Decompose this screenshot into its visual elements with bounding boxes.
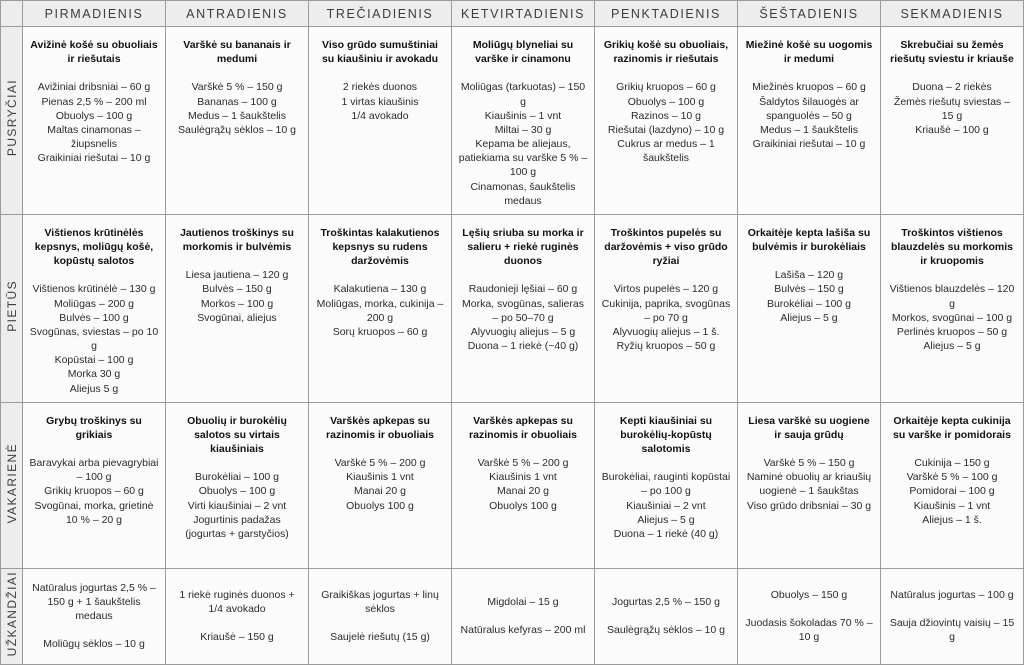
meal-title: Troškintas kalakutienos kepsnys su rudens daržovėmis [320, 226, 440, 268]
ingredient-line: Aliejus 5 g [69, 382, 119, 395]
ingredient-line: Lašiša – 120 g [774, 269, 844, 282]
ingredient-line: Cukinija – 150 g [914, 457, 990, 470]
ingredient-line: Burokėliai – 100 g [194, 471, 280, 484]
ingredient-line: Saulėgrąžų sėklos – 10 g [178, 123, 296, 136]
meal-ingredients [744, 456, 874, 513]
meal-cell-thursday-dinner [452, 402, 595, 568]
ingredient-line [29, 623, 159, 637]
ingredient-line: Moliūgas (tarkuotas) – 150 g [460, 81, 586, 108]
ingredient-line: Aliejus – 5 g [923, 340, 981, 353]
ingredient-line: Svogūnas, sviestas – po 10 g [29, 325, 159, 353]
ingredient-line: Aliejus – 5 g [780, 311, 838, 324]
ingredient-line: Miežinės kruopos – 60 g [752, 81, 866, 94]
meal-cell-saturday-dinner [738, 402, 881, 568]
ingredient-line: Miltai – 30 g [494, 123, 552, 136]
meal-title: Skrebučiai su žemės riešutų sviestu ir kriauše [890, 39, 1014, 66]
meal-ingredients [744, 268, 874, 325]
meal-title: Jautienos troškinys su morkomis ir bulvėmis [180, 226, 294, 254]
ingredient-line: Avižiniai dribsniai – 60 g [37, 81, 151, 94]
meal-cell-saturday-snacks [738, 568, 881, 664]
meal-cell-sunday-breakfast [881, 27, 1024, 215]
ingredient-line: Varškė 5 % – 150 g [191, 81, 283, 94]
snacks-row [1, 568, 1024, 664]
ingredient-line: Liesa jautiena – 120 g [185, 269, 289, 282]
meal-title: Troškintos pupelės su daržovėmis + viso grūdo ryžiai [604, 226, 728, 268]
ingredient-line: Maltas cinamonas – žiupsnelis [47, 123, 141, 151]
meal-title: Varškės apkepas su razinomis ir obuoliais [326, 414, 434, 441]
ingredient-line: Raudonieji lęšiai – 60 g [468, 283, 578, 296]
ingredient-line: Varškė 5 % – 100 g [906, 471, 998, 484]
meal-ingredients [29, 456, 159, 527]
meal-ingredients [887, 456, 1017, 527]
ingredient-line: Saujelė riešutų (15 g) [330, 631, 430, 644]
meal-title: Orkaitėje kepta lašiša su bulvėmis ir burokėliais [747, 226, 871, 254]
row-label-text: PIETŪS [4, 279, 19, 332]
day-header-wednesday: TREČIADIENIS [309, 1, 452, 27]
ingredient-line: Saulėgrąžų sėklos – 10 g [607, 624, 725, 637]
meal-title: Liesa varškė su uogiene ir sauja grūdų [748, 414, 870, 441]
ingredient-line: Ryžių kruopos – 50 g [616, 340, 716, 353]
meal-cell-saturday-breakfast [738, 27, 881, 215]
ingredient-line: Aliejus – 5 g [637, 513, 695, 526]
meal-cell-saturday-lunch [738, 214, 881, 402]
meal-title: Avižinė košė su obuoliais ir riešutais [30, 39, 158, 66]
ingredient-line: Varškė 5 % – 200 g [477, 457, 569, 470]
ingredient-line [601, 609, 731, 623]
ingredient-line [744, 602, 874, 616]
row-label-text: UŽKANDŽIAI [4, 571, 19, 657]
ingredient-line: 1/4 avokado [351, 109, 409, 122]
ingredient-line: Cukrus ar medus – 1 šaukštelis [617, 138, 715, 165]
ingredient-line: Manai 20 g [354, 485, 406, 498]
meal-cell-wednesday-snacks [309, 568, 452, 664]
day-header-saturday: ŠEŠTADIENIS [738, 1, 881, 27]
ingredient-line: Virti kiaušiniai – 2 vnt [187, 499, 287, 512]
ingredient-line: Moliūgas, morka, cukinija – 200 g [316, 297, 444, 324]
ingredient-line: Juodasis šokoladas 70 % – 10 g [745, 617, 873, 644]
meal-cell-wednesday-lunch [309, 214, 452, 402]
meal-ingredients [29, 581, 159, 652]
ingredient-line [458, 609, 588, 623]
meal-ingredients [601, 470, 731, 541]
ingredient-line: Morka, svogūnas, salieras – po 50–70 g [462, 297, 584, 324]
ingredient-line: Obuolys 100 g [346, 499, 414, 512]
meal-ingredients [315, 588, 445, 645]
ingredient-line: Moliūgas – 200 g [54, 297, 134, 310]
ingredient-line: Žemės riešutų sviestas – 15 g [893, 95, 1011, 122]
ingredient-line: Natūralus jogurtas 2,5 % – 150 g + 1 šaukštelis medaus [32, 581, 156, 623]
meal-ingredients [172, 588, 302, 645]
ingredient-line: Virtos pupelės – 120 g [613, 283, 719, 296]
ingredient-line: Natūralus jogurtas – 100 g [890, 589, 1014, 602]
meal-cell-friday-snacks [595, 568, 738, 664]
ingredient-line: Obuolys 100 g [489, 499, 557, 512]
ingredient-line: Cinamonas, šaukštelis medaus [470, 180, 576, 207]
ingredient-line: Alyvuogių aliejus – 1 š. [612, 325, 720, 338]
meal-title: Orkaitėje kepta cukinija su varške ir pomidorais [893, 414, 1011, 441]
ingredient-line: Burokėliai, rauginti kopūstai – po 100 g [601, 471, 731, 498]
ingredient-line: Moliūgų sėklos – 10 g [43, 638, 145, 651]
ingredient-line: Varškė 5 % – 200 g [334, 457, 426, 470]
meal-title: Obuolių ir burokėlių salotos su virtais kiaušiniais [187, 414, 287, 456]
ingredient-line: Graikiniai riešutai – 10 g [752, 138, 866, 151]
ingredient-line: Razinos – 10 g [630, 109, 702, 122]
meal-title: Varškė su bananais ir medumi [183, 39, 291, 66]
ingredient-line: Riešutai (lazdyno) – 10 g [607, 123, 725, 136]
ingredient-line: Obuolys – 100 g [627, 95, 705, 108]
row-label-lunch [1, 214, 23, 402]
meal-ingredients [458, 282, 588, 353]
meal-cell-tuesday-lunch [166, 214, 309, 402]
meal-ingredients [601, 80, 731, 165]
meal-cell-thursday-lunch [452, 214, 595, 402]
meal-cell-sunday-snacks [881, 568, 1024, 664]
row-label-snacks [1, 568, 23, 664]
ingredient-line: Grikių kruopos – 60 g [616, 81, 716, 94]
ingredient-line: Medus – 1 šaukštelis [187, 109, 287, 122]
meal-ingredients [172, 80, 302, 137]
ingredient-line: Vištienos blauzdelės – 120 g [889, 283, 1015, 310]
meal-cell-monday-dinner [23, 402, 166, 568]
ingredient-line: Kepama be aliejaus, patiekiama su varške 5 % – 100 g [458, 138, 588, 179]
meal-title: Grybų troškinys su grikiais [46, 414, 142, 441]
meal-cell-monday-snacks [23, 568, 166, 664]
ingredient-line: Kiaušinis – 1 vnt [913, 499, 991, 512]
ingredient-line: Svogūnai, aliejus [197, 311, 277, 324]
row-label-dinner [1, 402, 23, 568]
meal-ingredients [172, 268, 302, 325]
row-label-text: PUSRYČIAI [4, 79, 19, 157]
ingredient-line: Baravykai arba pievagrybiai – 100 g [29, 457, 159, 484]
dinner-row [1, 402, 1024, 568]
ingredient-line: Obuolys – 100 g [55, 109, 133, 122]
ingredient-line: Pienas 2,5 % – 200 ml [41, 95, 147, 108]
ingredient-line: Bananas – 100 g [197, 95, 277, 108]
corner-cell [1, 1, 23, 27]
meal-title: Vištienos krūtinėlės kepsnys, moliūgų košė, kopūstų salotos [34, 226, 154, 268]
ingredient-line: Kiaušinis 1 vnt [489, 471, 557, 484]
ingredient-line: Jogurtas 2,5 % – 150 g [612, 596, 720, 609]
ingredient-line: Naminė obuolių ar kriaušių uogienė – 1 šaukštas [746, 471, 872, 498]
meal-ingredients [315, 456, 445, 513]
day-header-thursday: KETVIRTADIENIS [452, 1, 595, 27]
ingredient-line: Duona – 2 riekės [912, 81, 992, 94]
meal-title: Lęšių sriuba su morka ir salieru + riekė ruginės duonos [462, 226, 584, 268]
ingredient-line: Morka 30 g [67, 368, 121, 381]
meal-cell-monday-lunch [23, 214, 166, 402]
meal-cell-monday-breakfast [23, 27, 166, 215]
ingredient-line: Kopūstai – 100 g [54, 354, 134, 367]
meal-ingredients [744, 588, 874, 645]
meal-title: Moliūgų blyneliai su varške ir cinamonu [472, 39, 574, 66]
meal-ingredients [601, 282, 731, 353]
meal-ingredients [172, 470, 302, 541]
meal-cell-tuesday-snacks [166, 568, 309, 664]
ingredient-line: Obuolys – 100 g [198, 485, 276, 498]
meal-ingredients [887, 282, 1017, 353]
meal-title: Grikių košė su obuoliais, razinomis ir riešutais [603, 39, 729, 66]
ingredient-line: Kiaušiniai – 2 vnt [626, 499, 706, 512]
meal-cell-tuesday-breakfast [166, 27, 309, 215]
ingredient-line: Aliejus – 1 š. [922, 513, 982, 526]
day-header-sunday: SEKMADIENIS [881, 1, 1024, 27]
ingredient-line: Jogurtinis padažas (jogurtas + garstyčios) [185, 513, 289, 540]
ingredient-line: Kriaušė – 100 g [915, 123, 989, 136]
ingredient-line: Kalakutiena – 130 g [333, 283, 427, 296]
meal-cell-sunday-dinner [881, 402, 1024, 568]
ingredient-line: Viso grūdo dribsniai – 30 g [746, 499, 872, 512]
ingredient-line: Burokėliai – 100 g [766, 297, 852, 310]
ingredient-line: Medus – 1 šaukštelis [759, 123, 859, 136]
meal-ingredients [315, 80, 445, 123]
ingredient-line: Kiaušinis – 1 vnt [484, 109, 562, 122]
ingredient-line: Sauja džiovintų vaisių – 15 g [889, 617, 1015, 644]
meal-ingredients [887, 588, 1017, 645]
ingredient-line: Duona – 1 riekė (~40 g) [467, 340, 579, 353]
breakfast-row [1, 27, 1024, 215]
meal-title: Kepti kiaušiniai su burokėlių-kopūstų salotomis [619, 414, 713, 456]
ingredient-line: Perlinės kruopos – 50 g [896, 325, 1008, 338]
meal-ingredients [458, 595, 588, 637]
ingredient-line: Cukinija, paprika, svogūnas – po 70 g [601, 297, 731, 324]
ingredient-line: Vištienos krūtinėlė – 130 g [32, 283, 156, 296]
meal-cell-wednesday-breakfast [309, 27, 452, 215]
meal-cell-thursday-snacks [452, 568, 595, 664]
ingredient-line: Alyvuogių aliejus – 5 g [470, 325, 576, 338]
ingredient-line: Kriaušė – 150 g [200, 631, 274, 644]
meal-cell-friday-breakfast [595, 27, 738, 215]
ingredient-line: 2 riekės duonos [342, 81, 418, 94]
meal-title: Viso grūdo sumuštiniai su kiaušiniu ir avokadu [321, 39, 439, 66]
ingredient-line: 1 virtas kiaušinis [341, 95, 419, 108]
ingredient-line: Duona – 1 riekė (40 g) [613, 527, 719, 540]
ingredient-line [172, 616, 302, 630]
meal-cell-sunday-lunch [881, 214, 1024, 402]
ingredient-line: Morkos – 100 g [200, 297, 274, 310]
day-header-monday: PIRMADIENIS [23, 1, 166, 27]
meal-title: Troškintos vištienos blauzdelės su morkomis ir kruopomis [891, 226, 1013, 268]
row-label-text: VAKARIENĖ [4, 442, 19, 523]
meal-cell-thursday-breakfast [452, 27, 595, 215]
meal-cell-wednesday-dinner [309, 402, 452, 568]
ingredient-line: Bulvės – 100 g [59, 311, 129, 324]
ingredient-line: Natūralus kefyras – 200 ml [460, 624, 586, 637]
ingredient-line: Graikiškas jogurtas + linų sėklos [321, 589, 439, 616]
ingredient-line: 1 riekė ruginės duonos + 1/4 avokado [179, 589, 295, 616]
meal-ingredients [29, 282, 159, 395]
ingredient-line [315, 616, 445, 630]
ingredient-line: Obuolys – 150 g [770, 589, 848, 602]
ingredient-line: Grikių kruopos – 60 g [44, 485, 144, 498]
meal-cell-tuesday-dinner [166, 402, 309, 568]
ingredient-line: Migdolai – 15 g [487, 596, 559, 609]
meal-ingredients [601, 595, 731, 637]
meal-title: Varškės apkepas su razinomis ir obuoliais [469, 414, 577, 441]
row-label-breakfast [1, 27, 23, 215]
ingredient-line: Varškė 5 % – 150 g [763, 457, 855, 470]
lunch-row [1, 214, 1024, 402]
meal-cell-friday-dinner [595, 402, 738, 568]
ingredient-line: Bulvės – 150 g [202, 283, 272, 296]
ingredient-line: Šaldytos šilauogės ar spanguolės – 50 g [759, 95, 859, 122]
meal-ingredients [29, 80, 159, 165]
meal-ingredients [887, 80, 1017, 137]
ingredient-line: Pomidorai – 100 g [909, 485, 995, 498]
day-header-row [1, 1, 1024, 27]
day-header-tuesday: ANTRADIENIS [166, 1, 309, 27]
ingredient-line: Kiaušinis 1 vnt [346, 471, 414, 484]
ingredient-line [887, 602, 1017, 616]
meal-title: Miežinė košė su uogomis ir medumi [745, 39, 873, 66]
ingredient-line: Sorų kruopos – 60 g [332, 325, 428, 338]
meal-ingredients [458, 456, 588, 513]
ingredient-line: Graikiniai riešutai – 10 g [37, 152, 151, 165]
ingredient-line: Morkos, svogūnai – 100 g [891, 311, 1013, 324]
ingredient-line: Svogūnai, morka, grietinė 10 % – 20 g [34, 499, 154, 526]
day-header-friday: PENKTADIENIS [595, 1, 738, 27]
meal-ingredients [458, 80, 588, 208]
meal-cell-friday-lunch [595, 214, 738, 402]
ingredient-line: Bulvės – 150 g [774, 283, 844, 296]
ingredient-line: Manai 20 g [497, 485, 549, 498]
meal-ingredients [744, 80, 874, 151]
meal-ingredients [315, 282, 445, 339]
